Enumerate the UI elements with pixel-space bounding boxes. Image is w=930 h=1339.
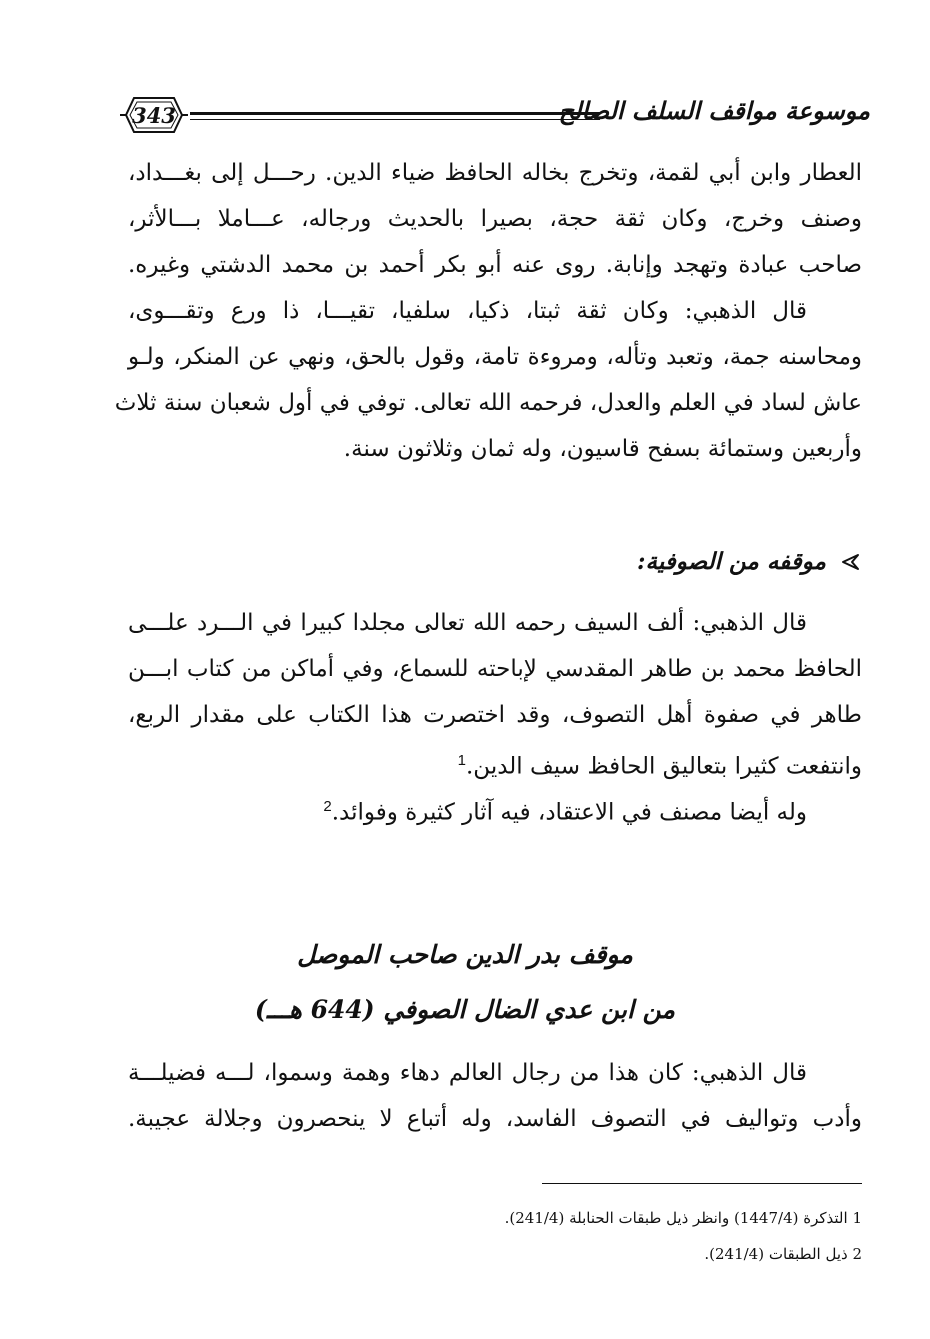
footnote-text: التذكرة (1447/4) وانظر ذيل طبقات الحنابلة (241/4). <box>504 1209 848 1227</box>
footnote-separator <box>542 1183 862 1184</box>
text-line-with-footnote <box>128 784 862 830</box>
page-number-badge <box>118 94 190 136</box>
text-line: العطار وابن أبي لقمة، وتخرج بخاله الحافظ ضياء الدين. رحـــل إلى بغـــداد، <box>128 160 862 186</box>
footnote-mark[interactable]: 2 <box>323 798 332 815</box>
header-rule <box>190 112 600 115</box>
footnote-number: 1 <box>852 1209 862 1227</box>
section-3 <box>128 1050 862 1142</box>
text-span: وله أيضا مصنف في الاعتقاد، فيه آثار كثيرة وفوائد. <box>331 799 807 826</box>
footnote-number: 2 <box>852 1245 862 1263</box>
subheading <box>637 548 860 575</box>
header-rule-thin <box>190 119 600 120</box>
footnote-item <box>505 1200 862 1236</box>
text-line: طاهر في صفوة أهل التصوف، وقد اختصرت هذا الكتاب على مقدار الربع، <box>128 702 862 728</box>
text-line: صاحب عبادة وتهجد وإنابة. روى عنه أبو بكر أحمد بن محمد الدشتي وغيره. <box>128 252 862 278</box>
text-line: وصنف وخرج، وكان ثقة حجة، بصيرا بالحديث ورجاله، عـــاملا بـــالأثر، <box>128 206 862 232</box>
subheading-text: موقفه من الصوفية: <box>637 548 826 575</box>
text-line: عاش لساد في العلم والعدل، فرحمه الله تعالى. توفي في أول شعبان سنة ثلاث <box>114 390 862 416</box>
footnote-text: ذيل الطبقات (241/4). <box>704 1245 848 1263</box>
section-1 <box>114 150 862 472</box>
section-heading-line-2: من ابن عدي الضال الصوفي (644 هـــ) <box>254 995 676 1024</box>
page-header <box>110 92 870 142</box>
text-line: قال الذهبي: ألف السيف رحمه الله تعالى مجلدا كبيرا في الـــرد علـــى <box>128 610 807 636</box>
section-2 <box>128 600 862 830</box>
page-number: 343 <box>132 102 176 128</box>
text-line: الحافظ محمد بن طاهر المقدسي لإباحته للسماع، وفي أماكن من كتاب ابـــن <box>128 656 862 682</box>
book-title: موسوعة مواقف السلف الصالح <box>558 96 870 125</box>
arrow-bullet-icon <box>840 553 860 571</box>
text-line: ومحاسنه جمة، وتعبد وتأله، ومروءة تامة، وقول بالحق، ونهي عن المنكر، ولـو <box>128 344 862 370</box>
footnotes <box>505 1200 862 1272</box>
footnote-item <box>505 1236 862 1272</box>
text-span: وانتفعت كثيرا بتعاليق الحافظ سيف الدين. <box>466 753 862 780</box>
text-line: وأربعين وستمائة بسفح قاسيون، وله ثمان وثلاثون سنة. <box>343 436 862 462</box>
text-line: قال الذهبي: كان هذا من رجال العالم دهاء وهمة وسموا، لـــه فضيلـــة <box>128 1060 807 1086</box>
text-line: قال الذهبي: وكان ثقة ثبتا، ذكيا، سلفيا، تقيـــا، ذا ورع وتقـــوى، <box>128 298 807 324</box>
footnote-mark[interactable]: 1 <box>457 752 466 769</box>
section-heading-line-1: موقف بدر الدين صاحب الموصل <box>297 940 633 969</box>
text-line-with-footnote <box>128 738 862 784</box>
text-line: وأدب وتواليف في التصوف الفاسد، وله أتباع لا ينحصرون وجلالة عجيبة. <box>128 1106 862 1132</box>
